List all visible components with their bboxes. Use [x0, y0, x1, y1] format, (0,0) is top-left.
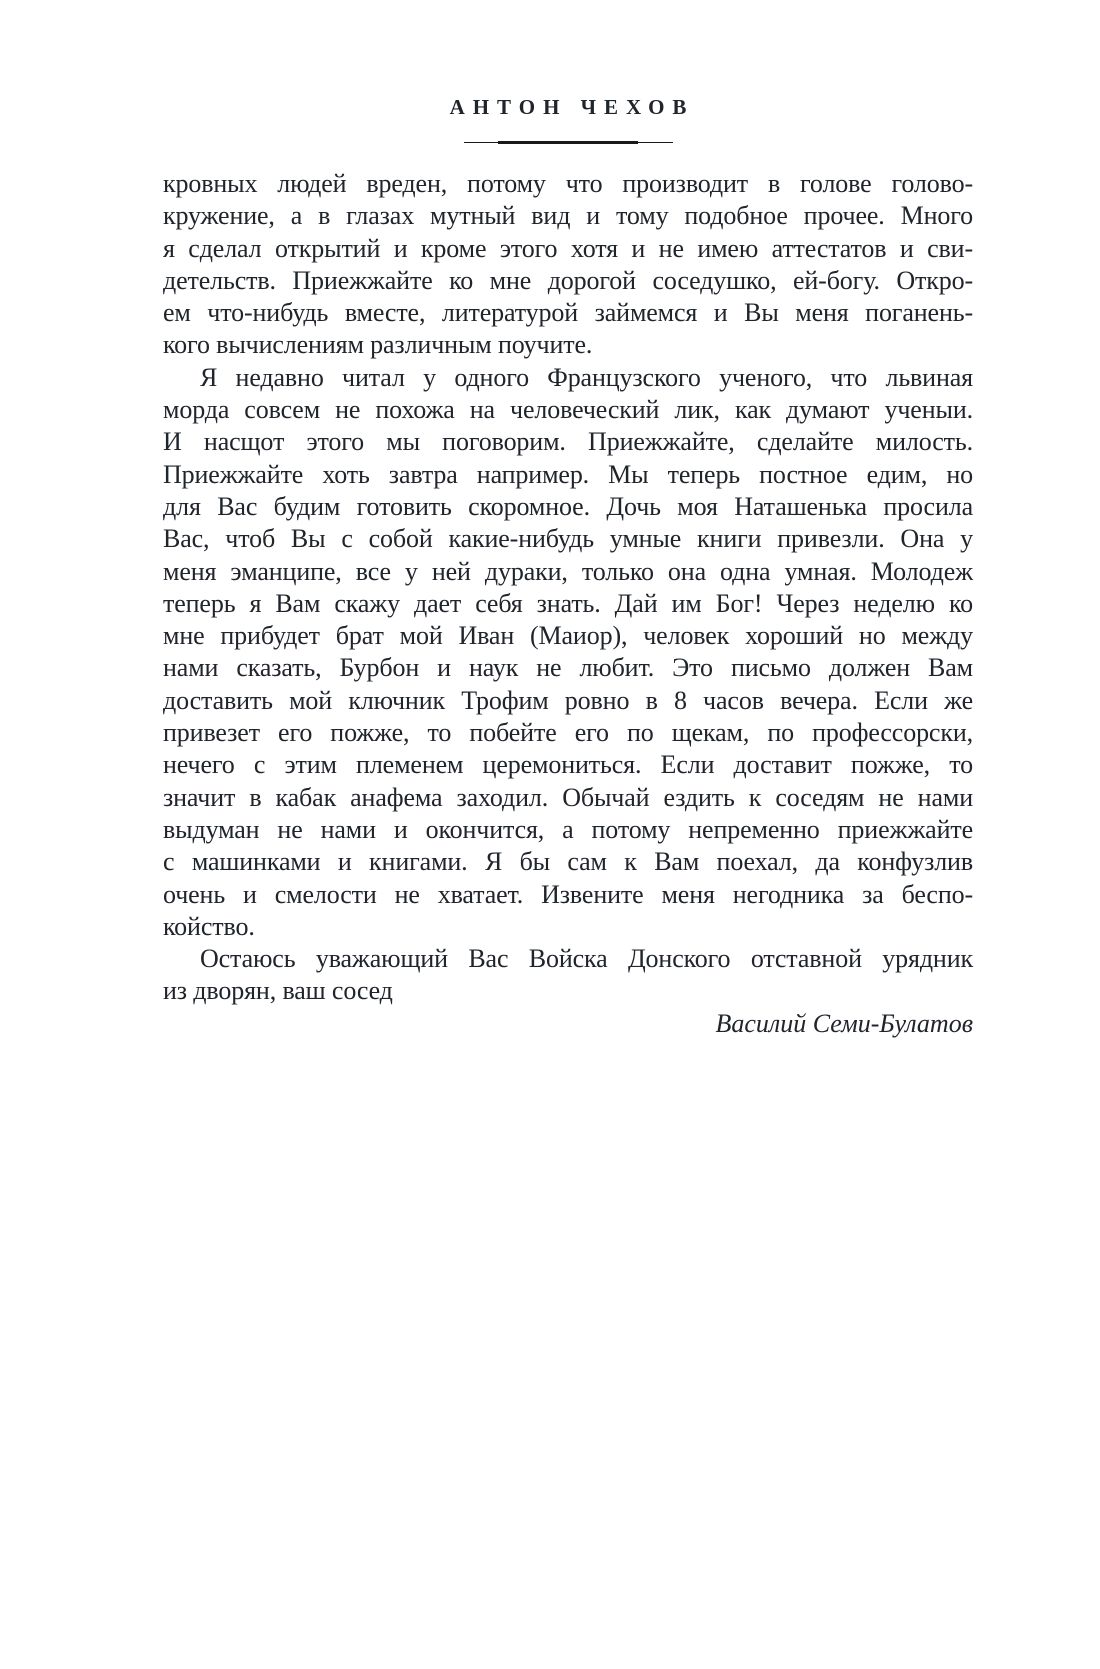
text-column	[163, 0, 973, 1040]
text-line: кровных людей вреден, потому что производит в голове голово-	[163, 169, 973, 198]
text-line: теперь я Вам скажу дает себя знать. Дай им Бог! Через неделю ко	[163, 588, 973, 618]
ornament-thin-line-left	[464, 142, 499, 143]
text-line: для Вас будим готовить скоромное. Дочь моя Наташенька просила	[163, 491, 973, 521]
text-line: морда совсем не похожа на человеческий лик, как думают ученыи.	[163, 395, 973, 425]
header-ornament-rule	[464, 141, 673, 144]
text-line: Приежжайте хоть завтра например. Мы теперь постное едим, но	[163, 459, 973, 489]
letter-body	[163, 168, 973, 1008]
page-header-author: АНТОН ЧЕХОВ	[449, 95, 695, 119]
text-line: доставить мой ключник Трофим ровно в 8 часов вечера. Если же	[163, 685, 973, 715]
text-line: Вас, чтоб Вы с собой какие-нибудь умные книги привезли. Она у	[163, 524, 973, 554]
text-line: выдуман не нами и окончится, а потому непременно приежжайте	[163, 814, 973, 844]
text-line: Остаюсь уважающий Вас Войска Донского отставной урядник	[200, 944, 973, 974]
text-line: из дворян, ваш сосед	[163, 976, 393, 1006]
text-line: И насщот этого мы поговорим. Приежжайте, сделайте милость.	[163, 427, 973, 457]
text-line: я сделал открытий и кроме этого хотя и не имею аттестатов и сви-	[163, 233, 973, 263]
text-line: койство.	[163, 911, 255, 941]
text-line: нечего с этим племенем церемониться. Если доставит пожже, то	[163, 750, 973, 780]
ornament-thick-bar	[498, 141, 638, 144]
text-line: значит в кабак анафема заходил. Обычай ездить к соседям не нами	[163, 782, 973, 812]
text-line: кружение, а в глазах мутный вид и тому подобное прочее. Много	[163, 201, 973, 231]
text-line: нами сказать, Бурбон и наук не любит. Это письмо должен Вам	[163, 653, 973, 683]
text-line: мне прибудет брат мой Иван (Маиор), человек хороший но между	[163, 621, 973, 651]
text-line: привезет его пожже, то побейте его по щекам, по профессорски,	[163, 718, 973, 748]
text-line: очень и смелости не хватает. Извените меня негодника за беспо-	[163, 879, 973, 909]
text-line: меня эманципе, все у ней дураки, только она одна умная. Молодеж	[163, 556, 973, 586]
text-line: Я недавно читал у одного Французского ученого, что львиная	[200, 362, 973, 392]
text-line: с машинками и книгами. Я бы сам к Вам поехал, да конфузлив	[163, 847, 973, 877]
ornament-thin-line-right	[638, 142, 673, 143]
text-line: кого вычислениям различным поучите.	[163, 330, 593, 360]
text-line: ем что-нибудь вместе, литературой займемся и Вы меня поганень-	[163, 298, 973, 328]
text-line: детельств. Приежжайте ко мне дорогой соседушко, ей-богу. Откро-	[163, 265, 973, 295]
letter-signature: Василий Семи-Булатов	[715, 1008, 973, 1038]
